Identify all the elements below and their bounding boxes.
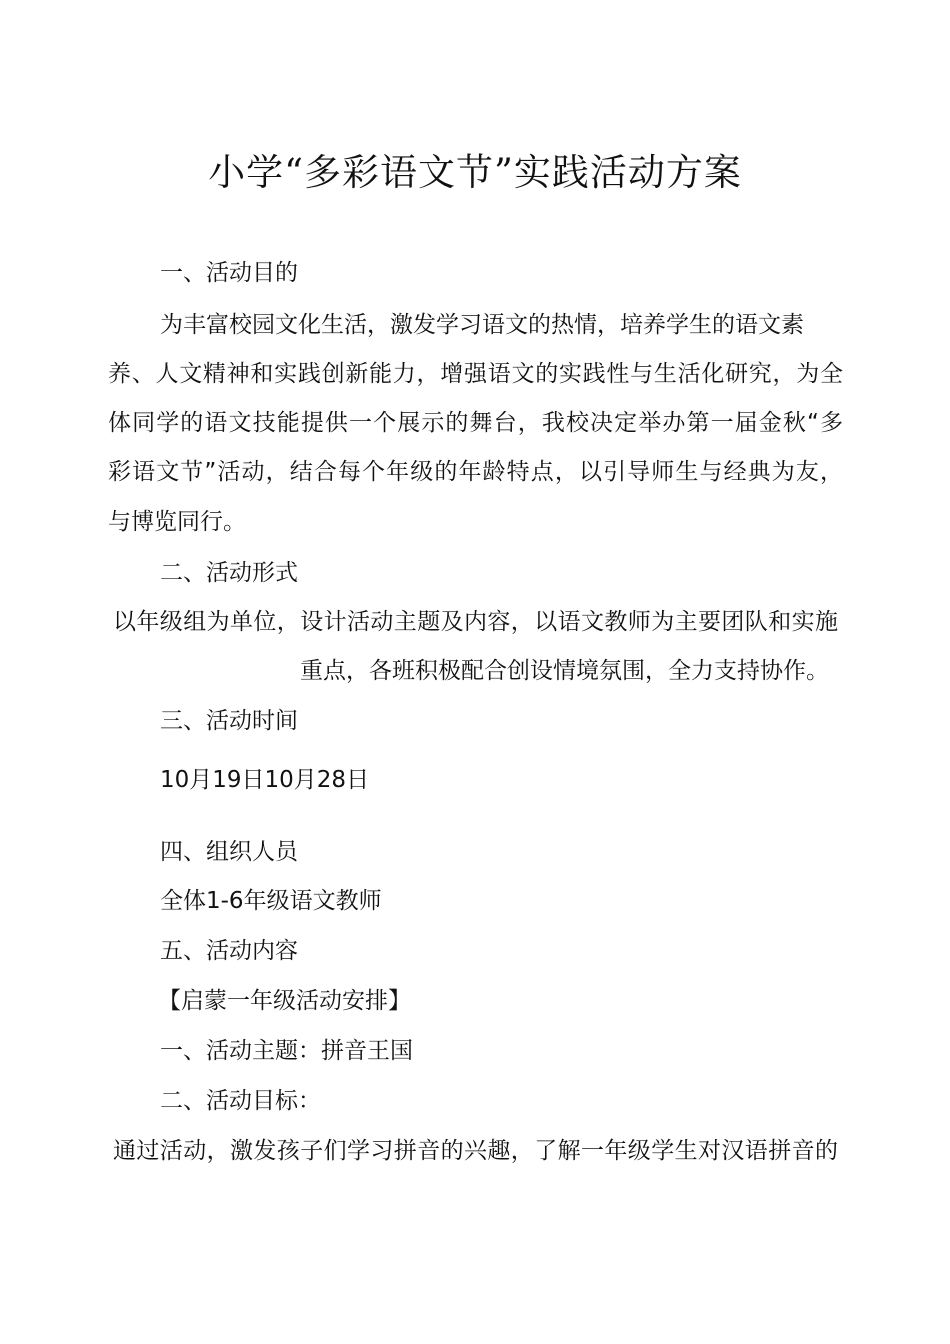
paragraph-line-4: 彩语文节”活动，结合每个年级的年龄特点，以引导师生与经典为友， — [108, 459, 843, 485]
document-title: 小学“多彩语文节”实践活动方案 — [208, 151, 742, 194]
format-line-1: 以年级组为单位，设计活动主题及内容，以语文教师为主要团队和实施 — [113, 609, 838, 635]
paragraph-line-1: 为丰富校园文化生活，激发学习语文的热情，培养学生的语文素 — [160, 312, 804, 338]
section-heading-time: 三、活动时间 — [160, 708, 298, 734]
section-heading-purpose: 一、活动目的 — [160, 260, 298, 286]
grade1-subheading: 【启蒙一年级活动安排】 — [158, 988, 411, 1014]
section-heading-content: 五、活动内容 — [160, 938, 298, 964]
activity-goal-heading: 二、活动目标： — [160, 1088, 321, 1114]
format-line-2: 重点，各班积极配合创设情境氛围，全力支持协作。 — [300, 658, 829, 684]
section-heading-organizers: 四、组织人员 — [160, 839, 298, 865]
paragraph-line-2: 养、人文精神和实践创新能力，增强语文的实践性与生活化研究，为全 — [108, 361, 843, 387]
activity-theme: 一、活动主题：拼音王国 — [160, 1038, 413, 1064]
paragraph-line-3: 体同学的语文技能提供一个展示的舞台，我校决定举办第一届金秋“多 — [108, 410, 843, 436]
paragraph-line-5: 与博览同行。 — [108, 509, 246, 535]
section-heading-format: 二、活动形式 — [160, 560, 298, 586]
organizers-text: 全体1-6年级语文教师 — [160, 888, 382, 914]
activity-goal-line: 通过活动，激发孩子们学习拼音的兴趣，了解一年级学生对汉语拼音的 — [113, 1138, 838, 1164]
activity-dates: 10月19日10月28日 — [160, 767, 370, 793]
